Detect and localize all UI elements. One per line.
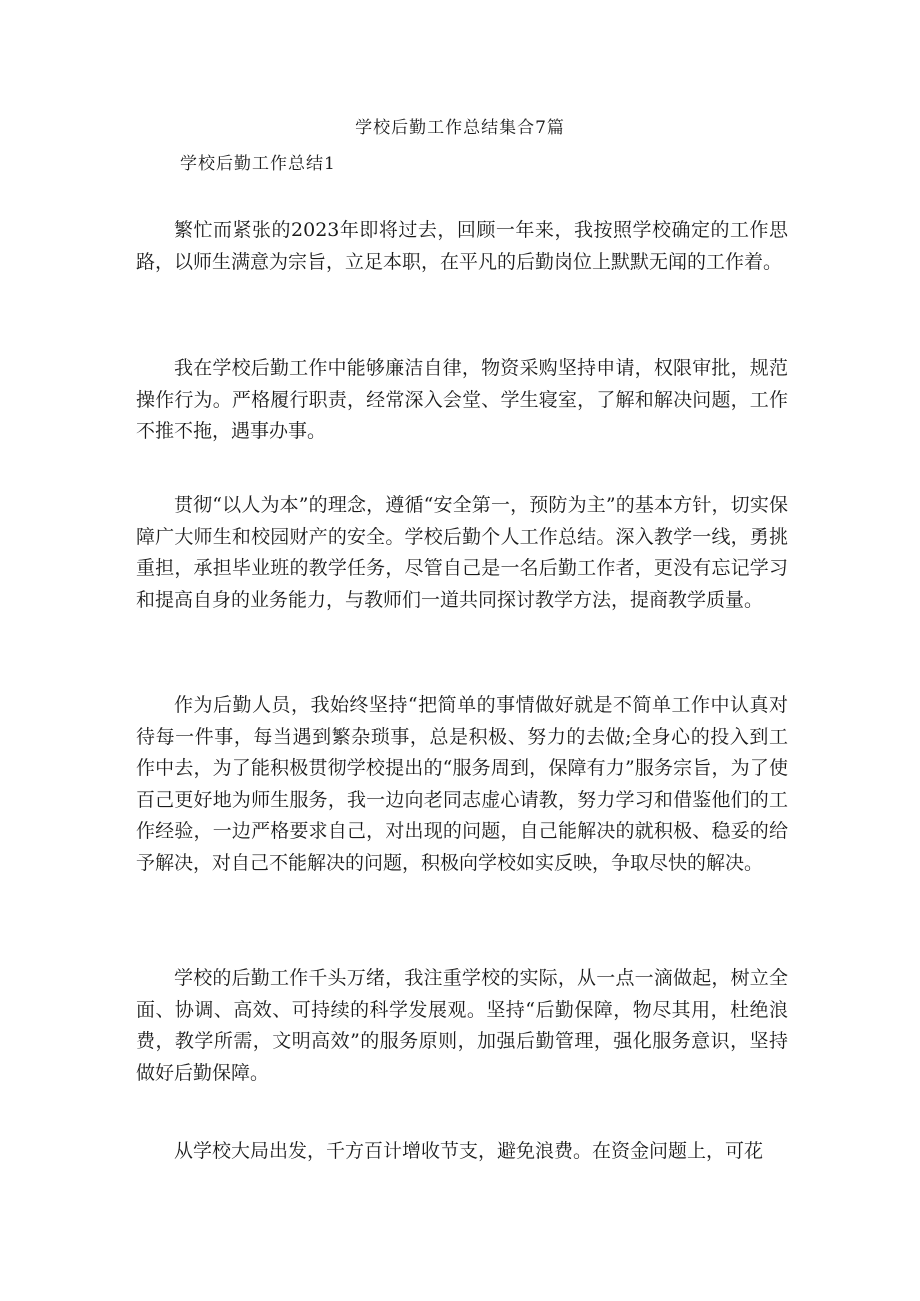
section-heading: 学校后勤工作总结1 [180,154,336,174]
paragraph-4: 作为后勤人员，我始终坚持“把简单的事情做好就是不简单工作中认真对待每一件事，每当遇到繁杂琐事，总是积极、努力的去做;全身心的投入到工作中去，为了能积极贯彻学校提出的“服务周到，保障有力”服务宗旨，为了使百己更好地为师生服务，我一边向老同志虚心请教，努力学习和借鉴他们的工作经验，一边严格要求自己，对出现的问题，自己能解决的就积极、稳妥的给予解决，对自己不能解决的问题，积极向学校如实反映，争取尽快的解决。 [136,694,788,874]
paragraph-5: 学校的后勤工作千头万绪，我注重学校的实际，从一点一滴做起，树立全面、协调、高效、可持续的科学发展观。坚持“后勤保障，物尽其用，杜绝浪费，教学所需，文明高效”的服务原则，加强后勤管理，强化服务意识，坚持做好后勤保障。 [136,967,788,1084]
paragraph-6: 从学校大局出发，千方百计增收节支，避免浪费。在资金问题上，可花 [174,1140,764,1162]
paragraph-2: 我在学校后勤工作中能够廉洁自律，物资采购坚持申请，权限审批，规范操作行为。严格履行职责，经常深入会堂、学生寝室，了解和解决问题，工作不推不拖，遇事办事。 [136,357,788,442]
paragraph-1: 繁忙而紧张的2023年即将过去，回顾一年来，我按照学校确定的工作思路，以师生满意为宗旨，立足本职，在平凡的后勤岗位上默默无闻的工作着。 [136,219,788,273]
paragraph-3: 贯彻“以人为本”的理念，遵循“安全第一，预防为主”的基本方针，切实保障广大师生和校园财产的安全。学校后勤个人工作总结。深入教学一线，勇挑重担，承担毕业班的教学任务，尽管自己是一名后勤工作者，更没有忘记学习和提高自身的业务能力，与教师们一道共同探讨教学方法，提商教学质量。 [136,494,788,611]
document-title: 学校后勤工作总结集合7篇 [355,118,565,138]
